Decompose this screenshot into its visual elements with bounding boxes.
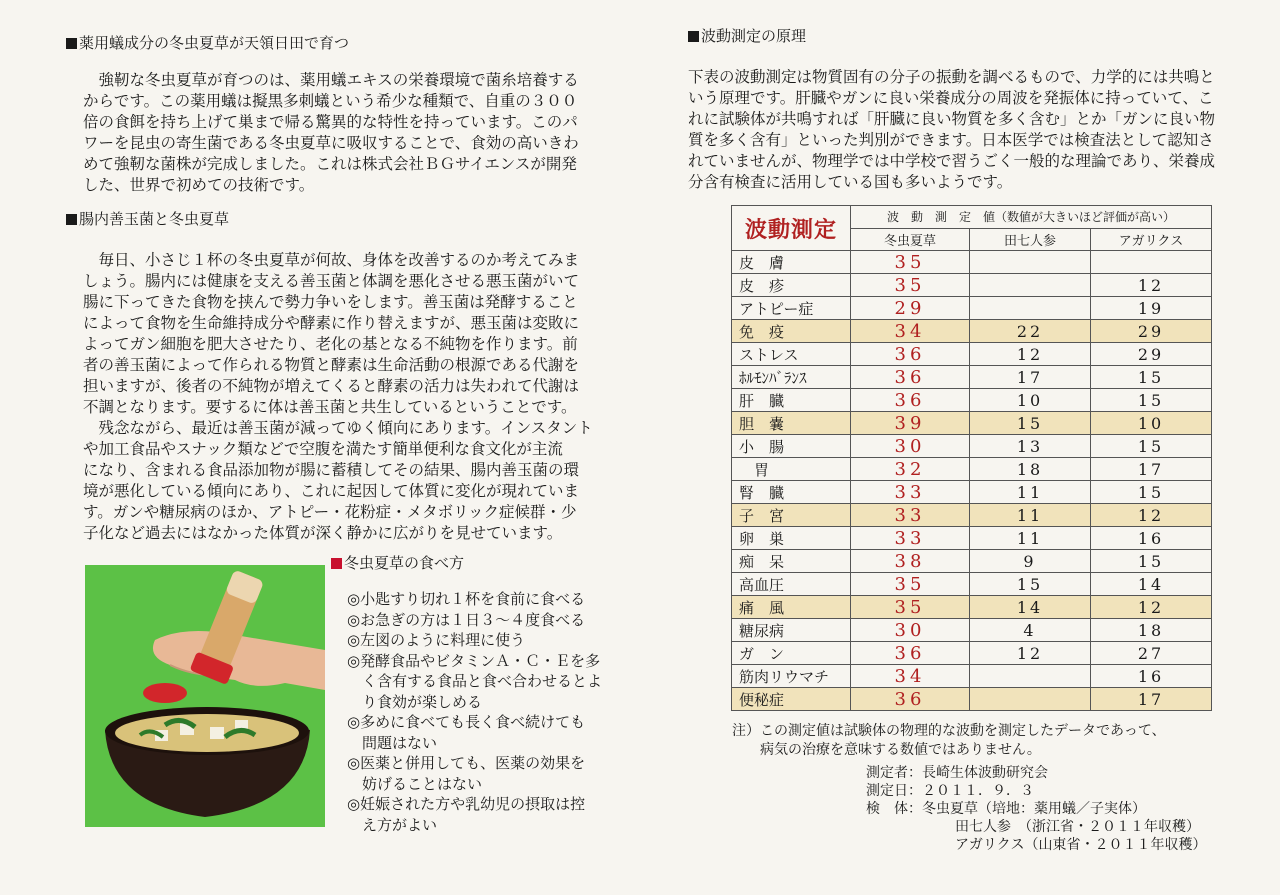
row-label: 卵 巣 xyxy=(732,527,851,550)
row-label: 胆 嚢 xyxy=(732,412,851,435)
value-tienchi: 12 xyxy=(970,343,1091,366)
text-line: ◎左図のように料理に使う xyxy=(347,631,526,649)
value-tienchi: 4 xyxy=(970,619,1091,642)
wave-measurement-table xyxy=(731,205,1212,711)
text-line: や加工食品やスナック類などで空腹を満たす簡単便利な食文化が主流 xyxy=(83,440,563,458)
table-title: 波動測定 xyxy=(732,206,851,251)
value-cordyceps: 34 xyxy=(851,665,970,688)
row-label: 便秘症 xyxy=(732,688,851,711)
value-agaricus: 16 xyxy=(1091,665,1212,688)
row-label: 小 腸 xyxy=(732,435,851,458)
value-agaricus: 15 xyxy=(1091,550,1212,573)
value-cordyceps: 35 xyxy=(851,251,970,274)
table-row xyxy=(732,481,1212,504)
hand-shaker-soup-illustration xyxy=(85,565,325,827)
value-agaricus: 18 xyxy=(1091,619,1212,642)
text-line: 病気の治療を意味する数値ではありません。 xyxy=(732,742,1041,758)
row-label: ﾎﾙﾓﾝﾊﾞﾗﾝｽ xyxy=(732,366,851,389)
measurement-specimen-3: アガリクス（山東省・２０１１年収穫） xyxy=(955,837,1207,853)
value-cordyceps: 35 xyxy=(851,573,970,596)
text-line: 者の善玉菌によって作られる物質と酵素は生命活動の根源である代謝を xyxy=(83,356,580,374)
row-label: 糖尿病 xyxy=(732,619,851,642)
table-row xyxy=(732,573,1212,596)
text-line: 担いますが、後者の不純物が増えてくると酵素の活力は失われて代謝は xyxy=(83,377,580,395)
measurement-specimen-1: 検 体：冬虫夏草（培地：薬用蟻／子実体） xyxy=(866,801,1146,817)
table-row xyxy=(732,412,1212,435)
value-cordyceps: 30 xyxy=(851,619,970,642)
how-to-eat-list xyxy=(347,589,602,835)
value-tienchi: 15 xyxy=(970,573,1091,596)
value-agaricus: 17 xyxy=(1091,458,1212,481)
table-row xyxy=(732,343,1212,366)
column-header-cordyceps: 冬虫夏草 xyxy=(851,228,970,251)
table-row xyxy=(732,320,1212,343)
value-agaricus: 15 xyxy=(1091,481,1212,504)
text-line: ◎小匙すり切れ１杯を食前に食べる xyxy=(347,590,586,608)
table-row xyxy=(732,642,1212,665)
value-agaricus: 15 xyxy=(1091,435,1212,458)
value-tienchi: 11 xyxy=(970,504,1091,527)
text-line: 分含有検査に活用している国も多いようです。 xyxy=(688,173,1013,191)
value-cordyceps: 33 xyxy=(851,481,970,504)
value-cordyceps: 35 xyxy=(851,274,970,297)
column-header-tienchi: 田七人参 xyxy=(970,228,1091,251)
value-agaricus: 15 xyxy=(1091,366,1212,389)
value-agaricus: 27 xyxy=(1091,642,1212,665)
row-label: 筋肉リウマチ xyxy=(732,665,851,688)
value-agaricus: 15 xyxy=(1091,389,1212,412)
table-row xyxy=(732,297,1212,320)
value-cordyceps: 38 xyxy=(851,550,970,573)
value-tienchi: 11 xyxy=(970,481,1091,504)
row-label: ストレス xyxy=(732,343,851,366)
value-tienchi: 12 xyxy=(970,642,1091,665)
value-agaricus: 14 xyxy=(1091,573,1212,596)
paragraph-ant-cordyceps xyxy=(83,70,579,196)
row-label: 痴 呆 xyxy=(732,550,851,573)
red-square-bullet-icon xyxy=(331,558,342,569)
table-row xyxy=(732,665,1212,688)
column-header-agaricus: アガリクス xyxy=(1091,228,1212,251)
table-row xyxy=(732,251,1212,274)
row-label: 皮 疹 xyxy=(732,274,851,297)
table-row xyxy=(732,435,1212,458)
text-line: れに試験体が共鳴すれば「肝臓に良い物質を多く含む」とか「ガンに良い物 xyxy=(688,110,1216,128)
value-tienchi: 11 xyxy=(970,527,1091,550)
square-bullet-icon xyxy=(688,31,699,42)
value-cordyceps: 29 xyxy=(851,297,970,320)
value-cordyceps: 36 xyxy=(851,688,970,711)
value-tienchi: 14 xyxy=(970,596,1091,619)
text-line: いう原理です。肝臓やガンに良い栄養成分の周波を発振体に持っていて、こ xyxy=(688,89,1214,107)
text-line: 毎日、小さじ１杯の冬虫夏草が何故、身体を改善するのか考えてみま xyxy=(83,251,580,269)
square-bullet-icon xyxy=(66,38,77,49)
table-row xyxy=(732,389,1212,412)
text-line: めて強靭な菌株が完成しました。これは株式会社ＢＧサイエンスが開発 xyxy=(83,155,577,173)
table-row xyxy=(732,619,1212,642)
value-cordyceps: 33 xyxy=(851,504,970,527)
text-line: ◎お急ぎの方は１日３～４度食べる xyxy=(347,610,586,629)
value-cordyceps: 35 xyxy=(851,596,970,619)
value-cordyceps: 36 xyxy=(851,389,970,412)
text-line: ◎医薬と併用しても、医薬の効果を xyxy=(347,754,586,772)
value-tienchi: 15 xyxy=(970,412,1091,435)
text-line: よってガン細胞を肥大させたり、老化の基となる不純物を作ります。前 xyxy=(83,335,578,353)
row-label: 皮 膚 xyxy=(732,251,851,274)
text-line: ◎多めに食べても長く食べ続けても xyxy=(347,713,586,731)
square-bullet-icon xyxy=(66,214,77,225)
value-tienchi xyxy=(970,688,1091,711)
measurement-specimen-2: 田七人参 （浙江省・２０１１年収穫） xyxy=(955,819,1200,835)
text-line: 残念ながら、最近は善玉菌が減ってゆく傾向にあります。インスタント xyxy=(83,419,593,437)
text-line: 注）この測定値は試験体の物理的な波動を測定したデータであって、 xyxy=(732,723,1166,739)
table-row xyxy=(732,458,1212,481)
miso-soup-photo xyxy=(85,565,325,827)
value-tienchi: 18 xyxy=(970,458,1091,481)
text-line: 腸に下ってきた食物を挟んで勢力争いをします。善玉菌は発酵すること xyxy=(83,293,578,311)
value-agaricus: 29 xyxy=(1091,343,1212,366)
paragraph-wave-principle xyxy=(688,67,1215,193)
text-line: した、世界で初めての技術です。 xyxy=(83,176,315,194)
row-label: 高血圧 xyxy=(732,573,851,596)
row-label: 子 宮 xyxy=(732,504,851,527)
row-label: 腎 臓 xyxy=(732,481,851,504)
row-label: 免 疫 xyxy=(732,320,851,343)
value-agaricus: 17 xyxy=(1091,688,1212,711)
value-cordyceps: 30 xyxy=(851,435,970,458)
row-label: ガ ン xyxy=(732,642,851,665)
text-line: れていませんが、物理学では中学校で習うごく一般的な理論であり、栄養成 xyxy=(688,152,1216,170)
paragraph-intestinal-bacteria xyxy=(83,250,593,544)
value-cordyceps: 36 xyxy=(851,366,970,389)
text-line: え方がよい xyxy=(347,815,438,834)
value-cordyceps: 34 xyxy=(851,320,970,343)
text-line: す。ガンや糖尿病のほか、アトピー・花粉症・メタボリック症候群・少 xyxy=(83,503,577,521)
value-agaricus xyxy=(1091,251,1212,274)
text-line: 妨げることはない xyxy=(347,774,483,793)
heading-text: 波動測定の原理 xyxy=(701,27,807,45)
value-tienchi: 17 xyxy=(970,366,1091,389)
value-tienchi: 22 xyxy=(970,320,1091,343)
text-line: 問題はない xyxy=(347,733,438,752)
text-line: しょう。腸内には健康を支える善玉菌と体調を悪化させる悪玉菌がいて xyxy=(83,272,580,290)
text-line: く含有する食品と食べ合わせるとよ xyxy=(347,672,603,690)
value-tienchi: 13 xyxy=(970,435,1091,458)
text-line: 質を多く含有」といった判別ができます。日本医学では検査法として認知さ xyxy=(688,131,1214,149)
value-cordyceps: 39 xyxy=(851,412,970,435)
value-tienchi: 10 xyxy=(970,389,1091,412)
value-agaricus: 10 xyxy=(1091,412,1212,435)
value-agaricus: 12 xyxy=(1091,596,1212,619)
text-line: からです。この薬用蟻は擬黒多刺蟻という希少な種類で、自重の３００ xyxy=(83,92,578,110)
text-line: 強靭な冬虫夏草が育つのは、薬用蟻エキスの栄養環境で菌糸培養する xyxy=(83,71,579,89)
value-tienchi: 9 xyxy=(970,550,1091,573)
value-tienchi xyxy=(970,274,1091,297)
value-cordyceps: 36 xyxy=(851,642,970,665)
section-heading-how-to-eat xyxy=(331,553,464,573)
value-tienchi xyxy=(970,297,1091,320)
table-row xyxy=(732,504,1212,527)
value-agaricus: 29 xyxy=(1091,320,1212,343)
heading-text: 薬用蟻成分の冬虫夏草が天領日田で育つ xyxy=(79,34,350,52)
text-line: 境が悪化している傾向にあり、これに起因して体質に変化が現れていま xyxy=(83,482,580,500)
value-agaricus: 16 xyxy=(1091,527,1212,550)
section-heading-ant-cordyceps xyxy=(66,33,349,53)
text-line: ◎発酵食品やビタミンＡ・Ｃ・Ｅを多 xyxy=(347,651,601,670)
section-heading-wave-principle xyxy=(688,26,806,46)
row-label: 胃 xyxy=(732,458,851,481)
text-line: ワーを昆虫の寄生菌である冬虫夏草に吸収することで、食効の高いきわ xyxy=(83,134,579,152)
heading-text: 冬虫夏草の食べ方 xyxy=(344,554,465,572)
row-label: 痛 風 xyxy=(732,596,851,619)
value-tienchi xyxy=(970,665,1091,688)
table-super-header: 波 動 測 定 値（数値が大きいほど評価が高い） xyxy=(851,206,1212,229)
row-label: 肝 臓 xyxy=(732,389,851,412)
table-body xyxy=(732,251,1212,711)
table-footnote xyxy=(732,722,1166,760)
table-row xyxy=(732,550,1212,573)
text-line: ◎妊娠された方や乳幼児の摂取は控 xyxy=(347,795,586,813)
table-row xyxy=(732,366,1212,389)
table-row xyxy=(732,527,1212,550)
value-tienchi xyxy=(970,251,1091,274)
text-line: 不調となります。要するに体は善玉菌と共生しているということです。 xyxy=(83,398,577,416)
value-agaricus: 12 xyxy=(1091,504,1212,527)
table-row xyxy=(732,596,1212,619)
table-row xyxy=(732,688,1212,711)
value-agaricus: 19 xyxy=(1091,297,1212,320)
text-line: によって食物を生命維持成分や酵素に作り替えますが、悪玉菌は変敗に xyxy=(83,314,580,332)
text-line: 倍の食餌を持ち上げて巣まで帰る驚異的な特性を持っています。このパ xyxy=(83,113,578,131)
measurement-org: 測定者：長崎生体波動研究会 xyxy=(866,765,1048,781)
value-agaricus: 12 xyxy=(1091,274,1212,297)
row-label: アトピー症 xyxy=(732,297,851,320)
value-cordyceps: 33 xyxy=(851,527,970,550)
text-line: 下表の波動測定は物質固有の分子の振動を調べるもので、力学的には共鳴と xyxy=(688,68,1215,86)
text-line: り食効が楽しめる xyxy=(347,692,483,711)
section-heading-intestinal-bacteria xyxy=(66,209,229,229)
table-row xyxy=(732,274,1212,297)
text-line: 子化など過去にはなかった体質が深く静かに広がりを見せています。 xyxy=(83,524,563,542)
text-line: になり、含まれる食品添加物が腸に蓄積してその結果、腸内善玉菌の環 xyxy=(83,461,580,479)
heading-text: 腸内善玉菌と冬虫夏草 xyxy=(79,210,230,228)
value-cordyceps: 32 xyxy=(851,458,970,481)
value-cordyceps: 36 xyxy=(851,343,970,366)
measurement-date: 測定日：２０１１．９．３ xyxy=(866,783,1034,799)
